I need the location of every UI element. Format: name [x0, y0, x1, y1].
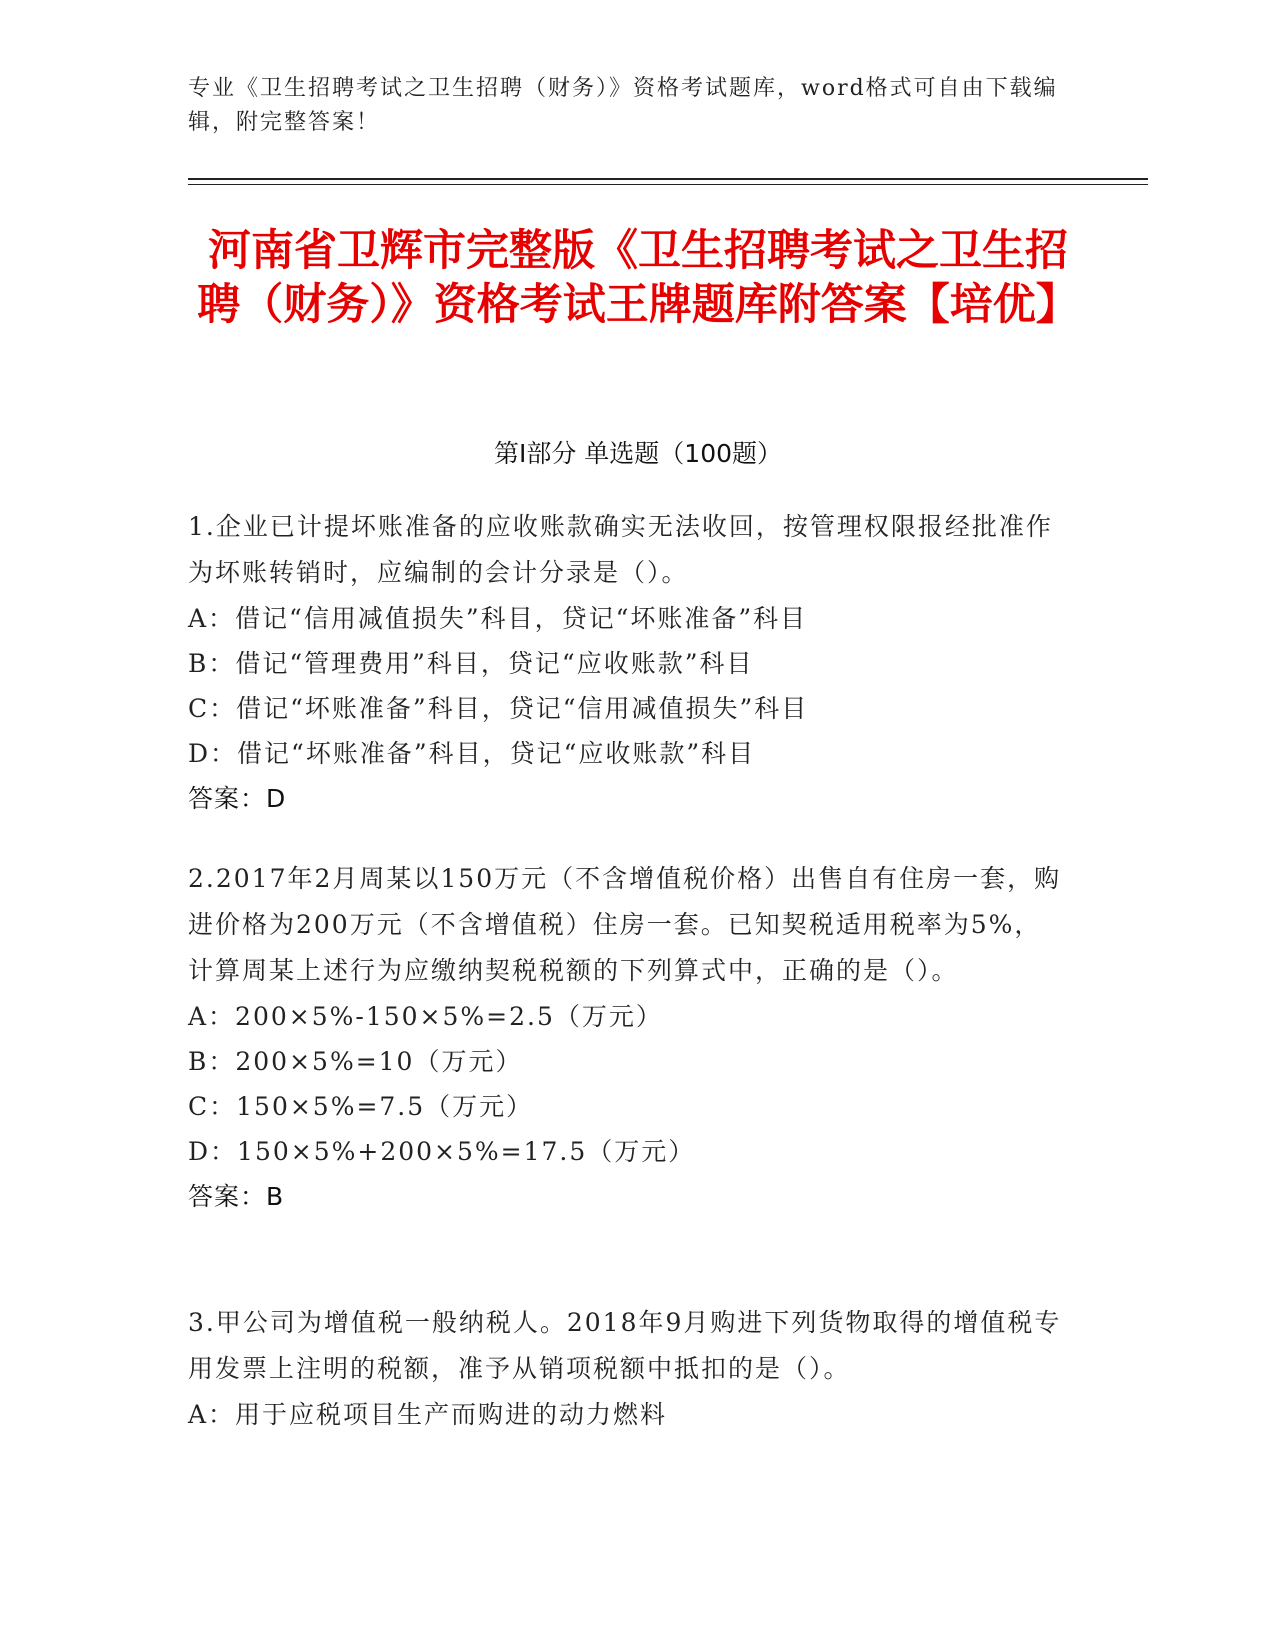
option-b: B：借记“管理费用”科目，贷记“应收账款”科目 — [188, 649, 754, 678]
question-stem: 1.企业已计提坏账准备的应收账款确实无法收回，按管理权限报经批准作为坏账转销时，应编制的会计分录是（）。 — [188, 512, 1053, 587]
option-c: C：150×5%=7.5（万元） — [188, 1092, 534, 1121]
question-stem: 2.2017年2月周某以150万元（不含增值税价格）出售自有住房一套，购进价格为200万元（不含增值税）住房一套。已知契税适用税率为5%，计算周某上述行为应缴纳契税税额的下列算式中，正确的是（）。 — [188, 864, 1062, 985]
answer: 答案：B — [188, 1182, 285, 1211]
option-d: D：借记“坏账准备”科目，贷记“应收账款”科目 — [188, 739, 756, 768]
header-note: 专业《卫生招聘考试之卫生招聘（财务）》资格考试题库，word格式可自由下载编辑，附完整答案！ — [188, 76, 1058, 135]
question-1 — [188, 504, 1068, 822]
header-divider — [188, 178, 1148, 180]
option-a: A：200×5%-150×5%=2.5（万元） — [188, 1002, 663, 1031]
header-divider-thin — [188, 184, 1148, 185]
option-a: A：借记“信用减值损失”科目，贷记“坏账准备”科目 — [188, 604, 808, 633]
section-heading: 第Ⅰ部分 单选题（100题） — [493, 439, 783, 468]
option-a: A：用于应税项目生产而购进的动力燃料 — [188, 1400, 668, 1429]
document-title: 河南省卫辉市完整版《卫生招聘考试之卫生招聘（财务）》资格考试王牌题库附答案【培优】 — [197, 226, 1079, 330]
question-3 — [188, 1300, 1068, 1437]
answer: 答案：D — [188, 784, 287, 813]
question-stem: 3.甲公司为增值税一般纳税人。2018年9月购进下列货物取得的增值税专用发票上注明的税额，准予从销项税额中抵扣的是（）。 — [188, 1308, 1062, 1383]
option-d: D：150×5%+200×5%=17.5（万元） — [188, 1137, 696, 1166]
question-2 — [188, 856, 1068, 1220]
option-b: B：200×5%=10（万元） — [188, 1047, 523, 1076]
option-c: C：借记“坏账准备”科目，贷记“信用减值损失”科目 — [188, 694, 809, 723]
